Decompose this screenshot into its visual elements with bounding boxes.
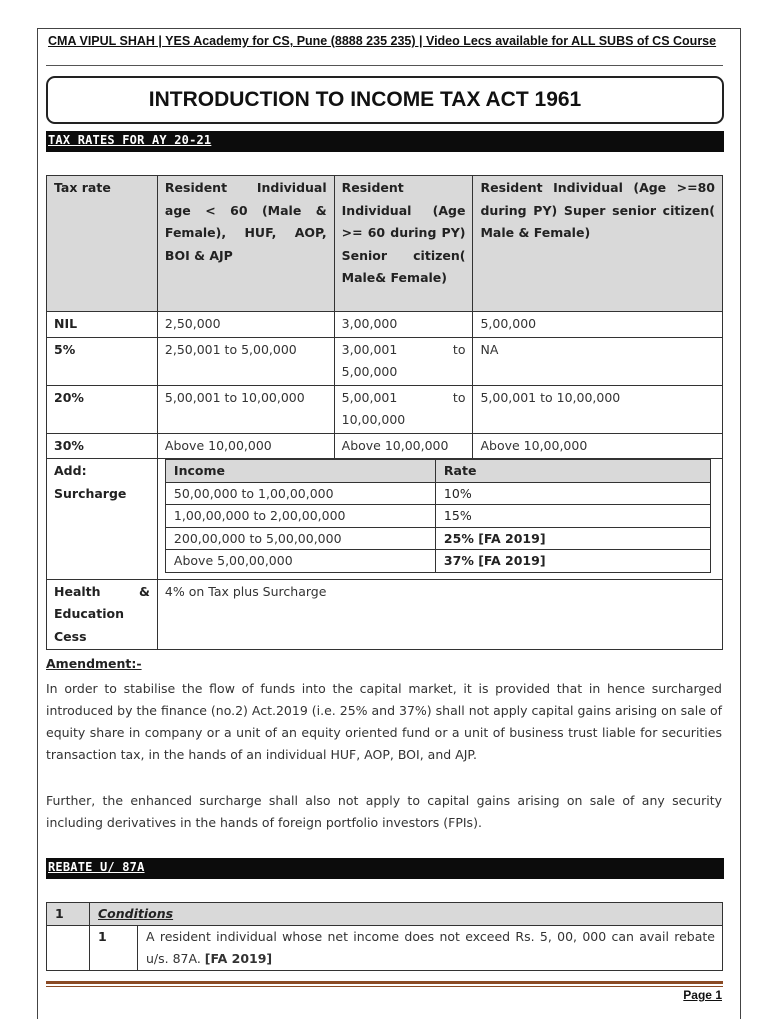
table-row	[165, 550, 710, 573]
header-senior: Resident Individual (Age >= 60 during PY) Senior citizen( Male& Female)	[334, 176, 473, 312]
surcharge-col-income: Income	[165, 460, 435, 483]
table-header-row	[47, 176, 723, 312]
rate-cell: 20%	[47, 385, 158, 433]
slab-cell: 2,50,001 to 5,00,000	[157, 337, 334, 385]
rate-cell: 5%	[47, 337, 158, 385]
table-row	[47, 312, 723, 338]
title-box	[46, 76, 724, 124]
page-number: Page 1	[683, 988, 722, 1002]
amendment-paragraph-1: In order to stabilise the flow of funds into the capital market, it is provided that in hence surcharged introduced by the finance (no.2) Act.2019 (i.e. 25% and 37%) shall not apply capital gains arising on sale of equity share in company or a unit of an equity oriented fund or a unit of business trust liable for securities transaction tax, in the hands of an individual HUF, AOP, BOI, and AJP.	[46, 681, 722, 762]
slab-cell: 5,00,000	[473, 312, 723, 338]
surcharge-income: 50,00,000 to 1,00,00,000	[165, 482, 435, 505]
table-row	[47, 433, 723, 459]
tax-rates-table	[46, 175, 723, 650]
surcharge-label-cell	[47, 459, 158, 580]
cess-label: Health & Education Cess	[47, 579, 158, 650]
section-bar-tax-rates	[46, 131, 724, 152]
rate-cell: 30%	[47, 433, 158, 459]
cess-row	[47, 579, 723, 650]
slab-cell: 5,00,001 to 10,00,000	[473, 385, 723, 433]
slab-cell: 5,00,001 to 10,00,000	[334, 385, 473, 433]
slab-cell: Above 10,00,000	[334, 433, 473, 459]
footer-rule	[46, 981, 723, 984]
surcharge-rate: 25% [FA 2019]	[435, 527, 710, 550]
table-row	[165, 505, 710, 528]
amendment-paragraph-2: Further, the enhanced surcharge shall also not apply to capital gains arising on sale of any security including derivatives in the hands of foreign portfolio investors (FPIs).	[46, 793, 722, 830]
rebate-header-row	[47, 903, 723, 926]
surcharge-header-row	[165, 460, 710, 483]
slab-cell: NA	[473, 337, 723, 385]
slab-cell: Above 10,00,000	[157, 433, 334, 459]
header-super-senior: Resident Individual (Age >=80 during PY) Super senior citizen( Male & Female)	[473, 176, 723, 312]
condition-cell	[138, 926, 723, 971]
empty-cell	[47, 926, 90, 971]
slab-cell: 2,50,000	[157, 312, 334, 338]
condition-text: A resident individual whose net income does not exceed Rs. 5, 00, 000 can avail rebate u/s. 87A.	[146, 929, 715, 966]
table-row	[47, 926, 723, 971]
condition-number: 1	[90, 926, 138, 971]
surcharge-label: Surcharge	[54, 485, 127, 501]
cess-value: 4% on Tax plus Surcharge	[157, 579, 722, 650]
header-tax-rate: Tax rate	[47, 176, 158, 312]
slab-cell: 5,00,001 to 10,00,000	[157, 385, 334, 433]
add-label: Add:	[54, 463, 87, 478]
rebate-number: 1	[47, 903, 90, 926]
surcharge-row	[47, 459, 723, 580]
section-heading-tax-rates: TAX RATES FOR AY 20-21	[48, 133, 212, 147]
surcharge-income: 1,00,00,000 to 2,00,00,000	[165, 505, 435, 528]
surcharge-col-rate: Rate	[435, 460, 710, 483]
footer-rule-thin	[46, 986, 723, 987]
table-row	[165, 482, 710, 505]
condition-tag: [FA 2019]	[204, 951, 273, 966]
page-header: CMA VIPUL SHAH | YES Academy for CS, Pune (8888 235 235) | Video Lecs available for ALL SUBS of CS Course	[48, 34, 717, 48]
rebate-table	[46, 902, 723, 971]
slab-cell: Above 10,00,000	[473, 433, 723, 459]
surcharge-income: 200,00,000 to 5,00,00,000	[165, 527, 435, 550]
rate-cell: NIL	[47, 312, 158, 338]
slab-cell: 3,00,000	[334, 312, 473, 338]
surcharge-rate: 37% [FA 2019]	[435, 550, 710, 573]
surcharge-income: Above 5,00,00,000	[165, 550, 435, 573]
table-row	[47, 385, 723, 433]
surcharge-table-cell	[157, 459, 722, 580]
surcharge-rate: 10%	[435, 482, 710, 505]
section-bar-rebate	[46, 858, 724, 879]
table-row	[47, 337, 723, 385]
surcharge-table	[165, 459, 711, 573]
section-heading-rebate: REBATE U/ 87A	[48, 860, 145, 874]
header-below-60: Resident Individual age < 60 (Male & Female), HUF, AOP, BOI & AJP	[157, 176, 334, 312]
page-title: INTRODUCTION TO INCOME TAX ACT 1961	[148, 88, 582, 111]
amendment-heading: Amendment:-	[46, 656, 142, 671]
conditions-label: Conditions	[90, 903, 723, 926]
header-divider	[46, 65, 723, 66]
table-row	[165, 527, 710, 550]
surcharge-rate: 15%	[435, 505, 710, 528]
slab-cell: 3,00,001 to 5,00,000	[334, 337, 473, 385]
